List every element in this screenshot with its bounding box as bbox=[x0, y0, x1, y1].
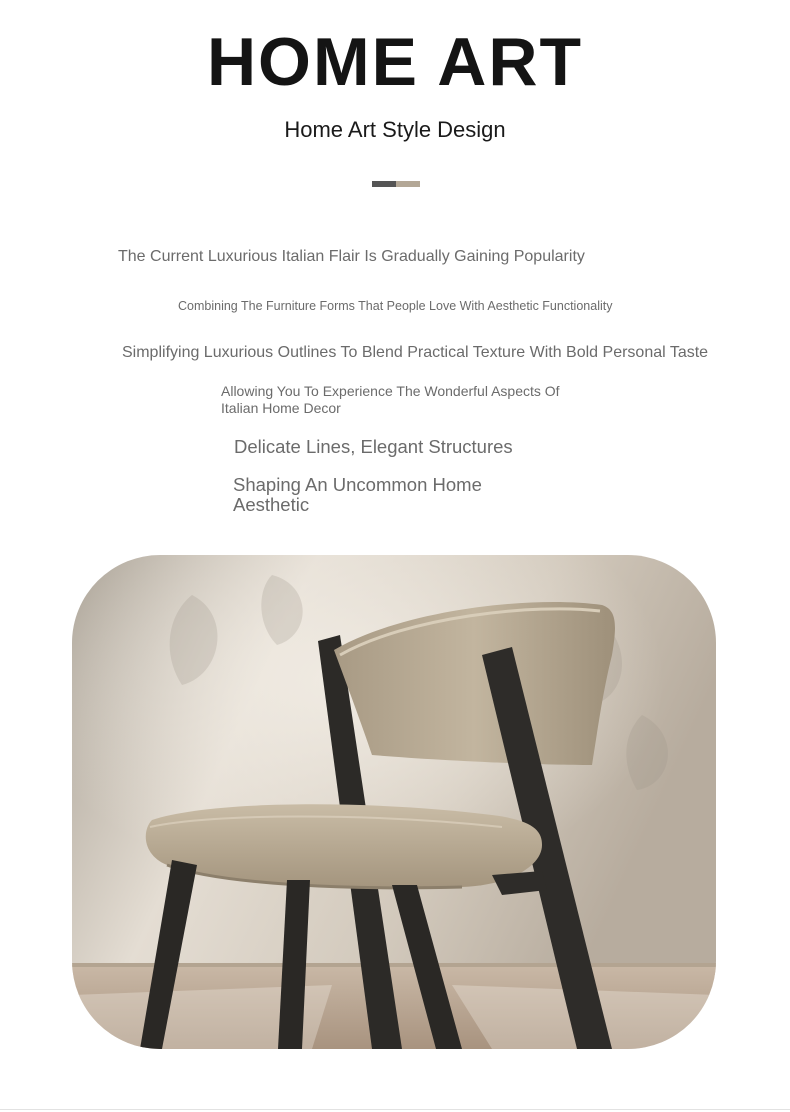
copy-line-3: Simplifying Luxurious Outlines To Blend Practical Texture With Bold Personal Taste bbox=[122, 344, 709, 361]
divider-light-segment bbox=[396, 181, 420, 187]
copy-line-5: Delicate Lines, Elegant Structures bbox=[234, 436, 513, 457]
copy-line-6: Shaping An Uncommon Home Aesthetic bbox=[233, 474, 482, 515]
divider-dark-segment bbox=[372, 181, 396, 187]
chair-illustration bbox=[72, 555, 716, 1049]
title-divider bbox=[372, 181, 420, 187]
copy-line-1: The Current Luxurious Italian Flair Is Gradually Gaining Popularity bbox=[118, 248, 585, 265]
chair-photo bbox=[72, 555, 716, 1049]
page-subtitle: Home Art Style Design bbox=[284, 117, 506, 142]
page-title: HOME ART bbox=[206, 24, 584, 100]
bottom-divider bbox=[0, 1109, 790, 1110]
copy-line-4: Allowing You To Experience The Wonderful Aspects Of Italian Home Decor bbox=[221, 383, 560, 416]
copy-line-2: Combining The Furniture Forms That People Love With Aesthetic Functionality bbox=[178, 299, 613, 313]
